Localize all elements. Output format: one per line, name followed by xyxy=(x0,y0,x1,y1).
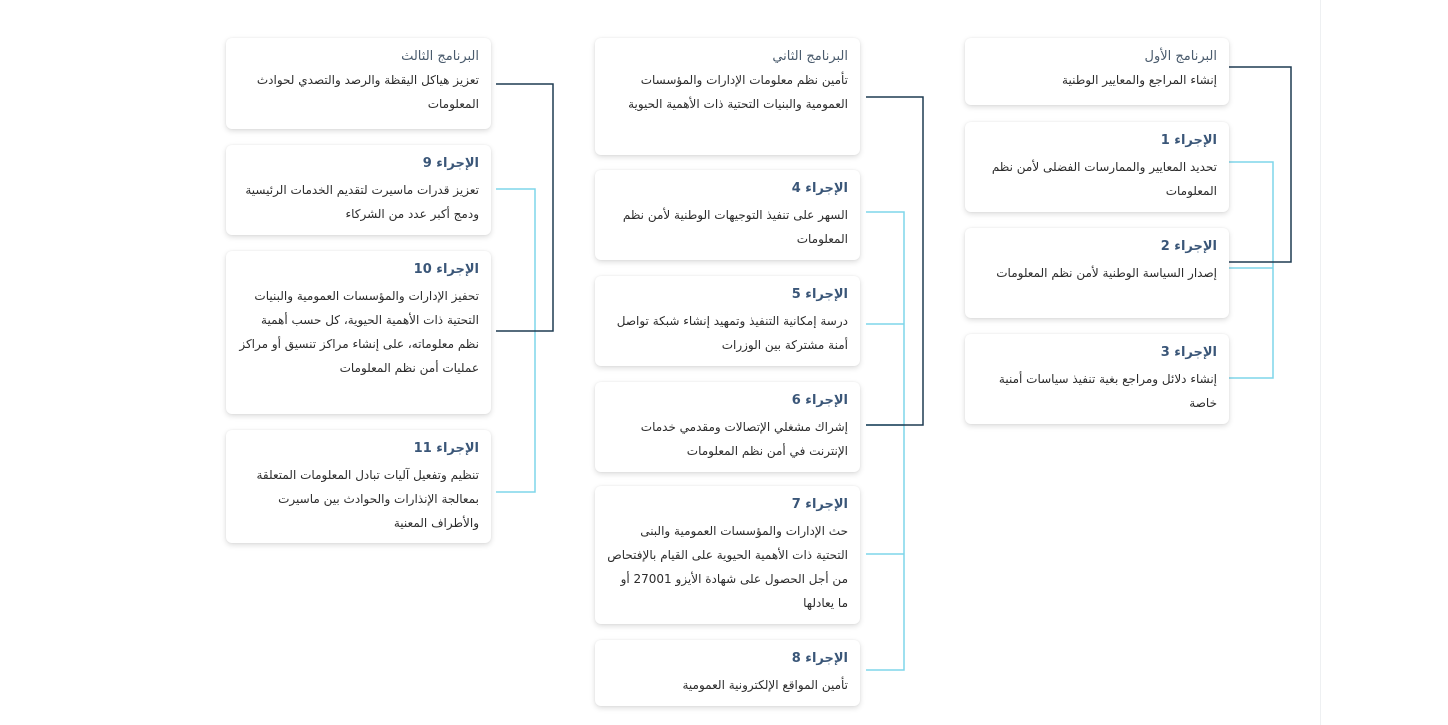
program-title: البرنامج الثالث xyxy=(401,49,479,64)
action-card-4 xyxy=(595,170,860,260)
action-text: تعزيز قدرات ماسيرت لتقديم الخدمات الرئيسية ودمج أكبر عدد من الشركاء xyxy=(245,183,479,221)
action-text: إشراك مشغلي الإتصالات ومقدمي خدمات الإنترنت في أمن نظم المعلومات xyxy=(640,420,848,458)
action-text: تحديد المعايير والممارسات الفضلى لأمن نظم المعلومات xyxy=(991,160,1217,198)
action-number: 4 xyxy=(791,181,801,196)
program-text: تأمين نظم معلومات الإدارات والمؤسسات العمومية والبنيات التحتية ذات الأهمية الحيوية xyxy=(628,73,848,111)
action-text: تحفيز الإدارات والمؤسسات العمومية والبنيات التحتية ذات الأهمية الحيوية، كل حسب أهمية نظم معلوماته، على إنشاء مراكز تنسيق أو مراكز عمليات أمن نظم المعلومات xyxy=(239,289,479,375)
action-card-1 xyxy=(965,122,1229,212)
action-text: درسة إمكانية التنفيذ وتمهيد إنشاء شبكة تواصل أمنة مشتركة بين الوزرات xyxy=(616,314,848,352)
action-title: الإجراء 6 xyxy=(791,393,848,408)
action-card-6 xyxy=(595,382,860,472)
action-text: إصدار السياسة الوطنية لأمن نظم المعلومات xyxy=(996,266,1217,280)
action-title: الإجراء 3 xyxy=(1160,345,1217,360)
program-title: البرنامج الأول xyxy=(1144,49,1217,64)
right-margin-panel xyxy=(1320,0,1448,725)
program-connector-col3 xyxy=(496,84,553,331)
action-number: 10 xyxy=(413,262,432,277)
program-title: البرنامج الثاني xyxy=(772,49,848,64)
action-title: الإجراء 8 xyxy=(791,651,848,666)
program-connector-col2 xyxy=(866,97,923,425)
action-number: 8 xyxy=(791,651,801,666)
program-card-1 xyxy=(965,38,1229,105)
program-text: تعزيز هياكل اليقظة والرصد والتصدي لحوادث المعلومات xyxy=(256,73,479,111)
action-card-11 xyxy=(226,430,491,543)
action-card-7 xyxy=(595,486,860,624)
action-number: 11 xyxy=(413,441,432,456)
action-title: الإجراء 11 xyxy=(413,441,479,456)
action-title: الإجراء 10 xyxy=(413,262,479,277)
action-connector-col2 xyxy=(866,212,904,670)
action-number: 3 xyxy=(1160,345,1170,360)
action-connector-col3 xyxy=(496,189,535,492)
program-card-3 xyxy=(226,38,491,129)
action-number: 7 xyxy=(791,497,801,512)
action-card-10 xyxy=(226,251,491,414)
action-card-5 xyxy=(595,276,860,366)
action-card-2 xyxy=(965,228,1229,318)
program-card-2 xyxy=(595,38,860,155)
action-text: السهر على تنفيذ التوجيهات الوطنية لأمن نظم المعلومات xyxy=(622,208,848,246)
action-title: الإجراء 9 xyxy=(422,156,479,171)
action-card-9 xyxy=(226,145,491,235)
action-text: حث الإدارات والمؤسسات العمومية والبنى التحتية ذات الأهمية الحيوية على القيام بالإفتحاص من أجل الحصول على شهادة الأيزو 27001 أو ما يعادلها xyxy=(607,524,848,610)
action-number: 5 xyxy=(791,287,801,302)
program-text: إنشاء المراجع والمعايير الوطنية xyxy=(1062,73,1217,87)
action-text: تنظيم وتفعيل آليات تبادل المعلومات المتعلقة بمعالجة الإنذارات والحوادث بين ماسيرت والأطراف المعنية xyxy=(256,468,479,530)
action-number: 1 xyxy=(1160,133,1170,148)
action-text: تأمين المواقع الإلكترونية العمومية xyxy=(682,678,848,692)
action-text: إنشاء دلائل ومراجع بغية تنفيذ سياسات أمنية خاصة xyxy=(998,372,1217,410)
action-number: 2 xyxy=(1160,239,1170,254)
action-number: 9 xyxy=(422,156,432,171)
action-title: الإجراء 1 xyxy=(1160,133,1217,148)
action-title: الإجراء 5 xyxy=(791,287,848,302)
action-title: الإجراء 2 xyxy=(1160,239,1217,254)
action-title: الإجراء 4 xyxy=(791,181,848,196)
action-number: 6 xyxy=(791,393,801,408)
action-card-8 xyxy=(595,640,860,706)
action-title: الإجراء 7 xyxy=(791,497,848,512)
action-card-3 xyxy=(965,334,1229,424)
